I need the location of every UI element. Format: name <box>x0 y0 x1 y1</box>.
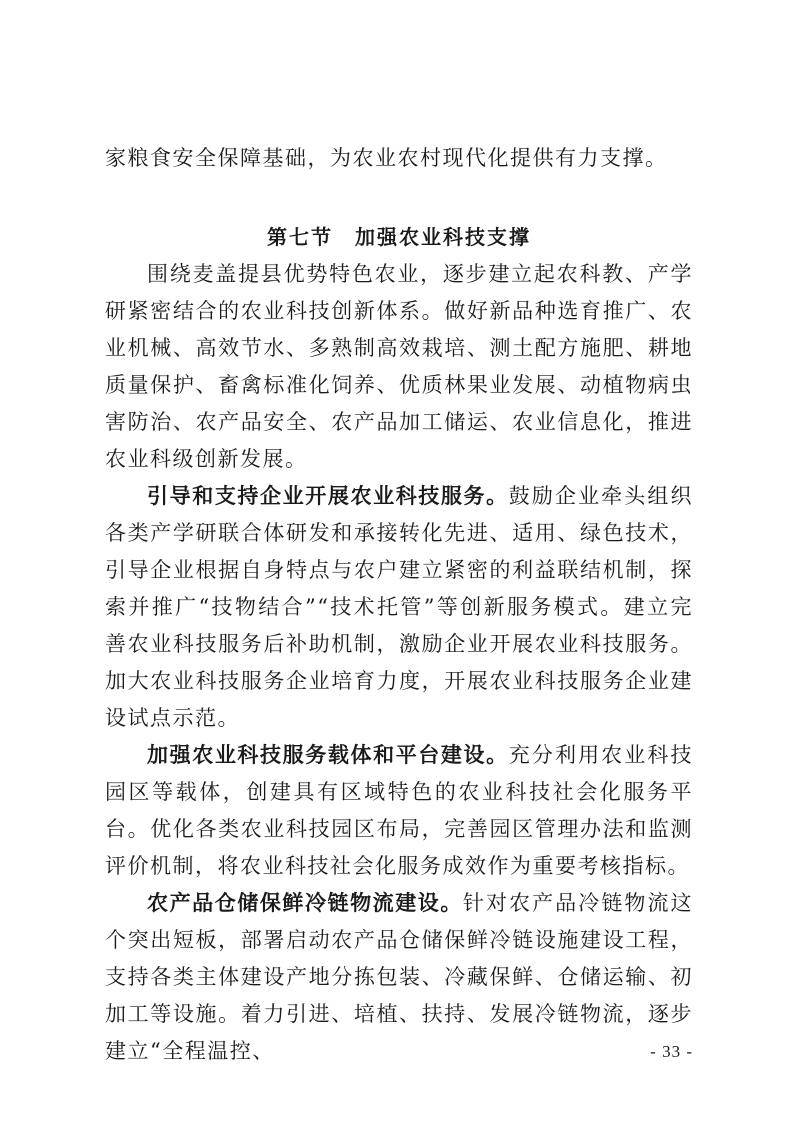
document-page <box>105 140 693 1070</box>
continuation-paragraph: 家粮食安全保障基础，为农业农村现代化提供有力支撑。 <box>105 146 668 170</box>
enterprise-service-body: 鼓励企业牵头组织各类产学研联合体研发和承接转化先进、适用、绿色技术，引导企业根据自身特点与农户建立紧密的利益联结机制，探索并推广“技物结合”“技术托管”等创新服务模式。建立完善农业科技服务后补助机制，激励企业开展农业科技服务。加大农业科技服务企业培育力度，开展农业科技服务企业建设试点示范。 <box>105 484 694 730</box>
section-spacer <box>105 177 693 219</box>
cold-chain-body: 针对农产品冷链物流这个突出短板，部署启动农产品仓储保鲜冷链设施建设工程，支持各类主体建设产地分拣包装、冷藏保鲜、仓储运输、初加工等设施。着力引进、培植、扶持、发展冷链物流，逐步建立“全程温控、 <box>105 891 694 1063</box>
enterprise-service-heading: 引导和支持企业开展农业科技服务。 <box>147 484 509 508</box>
cold-chain-paragraph <box>105 885 693 1070</box>
section-title: 第七节 加强农业科技支撑 <box>267 225 531 249</box>
intro-paragraph: 围绕麦盖提县优势特色农业，逐步建立起农科教、产学研紧密结合的农业科技创新体系。做好新品种选育推广、农业机械、高效节水、多熟制高效栽培、测土配方施肥、耕地质量保护、畜禽标准化饲养、优质林果业发展、动植物病虫害防治、农产品安全、农产品加工储运、农业信息化，推进农业科级创新发展。 <box>105 262 693 471</box>
platform-body: 充分利用农业科技园区等载体，创建具有区域特色的农业科技社会化服务平台。优化各类农业科技园区布局，完善园区管理办法和监测评价机制，将农业科技社会化服务成效作为重要考核指标。 <box>105 743 694 878</box>
cold-chain-heading: 农产品仓储保鲜冷链物流建设。 <box>147 891 463 915</box>
platform-heading: 加强农业科技服务载体和平台建设。 <box>147 743 509 767</box>
enterprise-service-paragraph <box>105 478 693 737</box>
page-number: - 33 - <box>650 1042 693 1061</box>
platform-paragraph <box>105 737 693 885</box>
